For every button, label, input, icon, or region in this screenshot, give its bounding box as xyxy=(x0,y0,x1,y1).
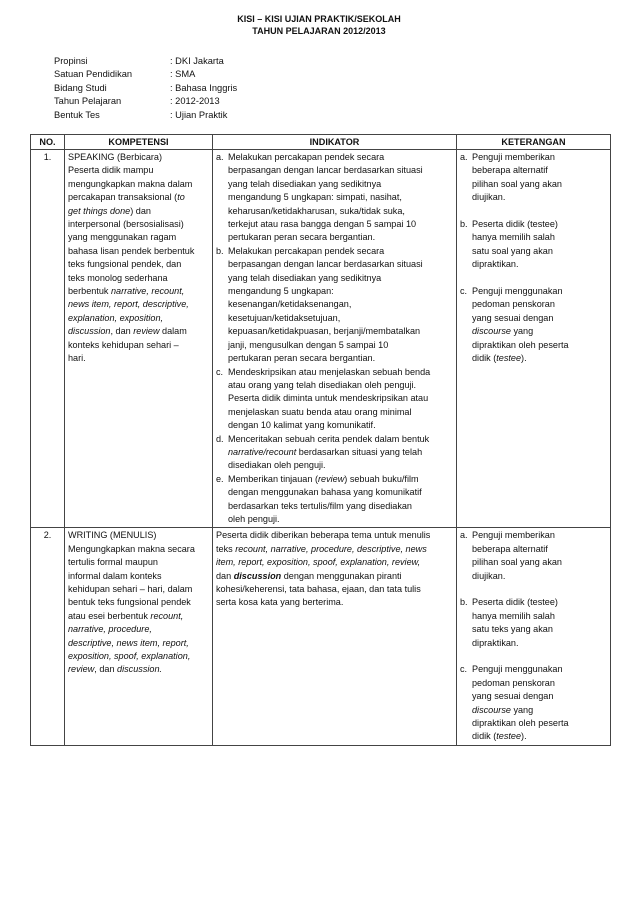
text-line: hari. xyxy=(68,353,86,364)
text-line: SPEAKING (Berbicara) xyxy=(68,152,162,162)
text-line: berbentuk narrative, recount, xyxy=(68,286,185,297)
indikator-cell xyxy=(213,528,457,745)
text-line: exposition, spoof, explanation, xyxy=(68,651,191,662)
text-line: kehidupan sehari – hari, dalam xyxy=(68,584,193,594)
text-line: narrative, procedure, xyxy=(68,624,152,635)
text-line: Peserta didik mampu xyxy=(68,165,154,176)
header-kompetensi: KOMPETENSI xyxy=(65,135,213,150)
list-item: d. Menceritakan sebuah cerita pendek dalam bentuk narrative/recount berdasarkan situasi yang telah disediakan oleh penguji. xyxy=(216,433,430,471)
list-item: a. Penguji memberikan beberapa alternatif pilihan soal yang akan diujikan. xyxy=(460,530,562,581)
info-label: Propinsi xyxy=(54,56,88,66)
text-line: news item, report, descriptive, xyxy=(68,299,189,310)
text-line: atau esei berbentuk recount, xyxy=(68,610,184,621)
indikator-list xyxy=(216,151,453,526)
info-row-tahun-pelajaran xyxy=(54,95,237,108)
info-label: Bentuk Tes xyxy=(54,109,100,120)
text-line: kohesi/keherensi, tata bahasa, ejaan, dan tata tulis xyxy=(216,584,421,594)
info-label: Bidang Studi xyxy=(54,82,107,93)
keterangan-cell xyxy=(457,150,611,528)
text-line: dan discussion dengan menggunakan piranti xyxy=(216,570,402,581)
text-line: teks monolog sederhana xyxy=(68,272,168,283)
list-item: b. Peserta didik (testee) hanya memilih salah satu soal yang akan dipraktikan. xyxy=(460,219,558,270)
list-item: c. Mendeskripsikan atau menjelaskan sebuah benda atau orang yang telah disediakan oleh penguji. Peserta didik diminta untuk mendeskripsikan atau menjelaskan suatu benda atau orang minimal dengan 10 kalimat yang komunikatif. xyxy=(216,366,431,431)
info-value: : DKI Jakarta xyxy=(170,56,224,66)
list-item: c. Penguji menggunakan pedoman penskoran yang sesuai dengan discourse yang dipraktikan oleh peserta didik (testee). xyxy=(460,664,569,742)
list-item: b. Peserta didik (testee) hanya memilih salah satu teks yang akan dipraktikan. xyxy=(460,597,558,648)
text-line: review, dan discussion. xyxy=(68,664,163,675)
kompetensi-cell xyxy=(65,528,213,745)
title-line-1: KISI – KISI UJIAN PRAKTIK/SEKOLAH xyxy=(237,14,401,24)
text-line: tertulis formal maupun xyxy=(68,557,158,568)
text-line: Mengungkapkan makna secara xyxy=(68,543,195,554)
header-indikator: INDIKATOR xyxy=(213,135,457,150)
row-number: 1. xyxy=(31,150,65,528)
text-line: teks fungsional pendek, dan xyxy=(68,259,182,270)
info-value: : 2012-2013 xyxy=(170,96,220,107)
text-line: bentuk teks fungsional pendek xyxy=(68,597,191,608)
kisi-table xyxy=(30,134,611,746)
table-row xyxy=(31,528,611,745)
text-line: percakapan transaksional (to xyxy=(68,192,185,203)
indikator-cell xyxy=(213,150,457,528)
header-no: NO. xyxy=(31,135,65,150)
info-row-bentuk-tes xyxy=(54,109,237,122)
table-row xyxy=(31,150,611,528)
text-line: konteks kehidupan sehari – xyxy=(68,339,179,350)
text-line: serta kosa kata yang berterima. xyxy=(216,597,344,608)
text-line: teks recount, narrative, procedure, descriptive, news xyxy=(216,543,427,554)
info-label: Satuan Pendidikan xyxy=(54,69,133,80)
header-keterangan: KETERANGAN xyxy=(457,135,611,150)
info-value: : Ujian Praktik xyxy=(170,109,228,120)
info-label: Tahun Pelajaran xyxy=(54,96,122,107)
info-value: : SMA xyxy=(170,69,196,80)
row-number: 2. xyxy=(31,528,65,745)
text-line: informal dalam konteks xyxy=(68,570,162,581)
title-line-2: TAHUN PELAJARAN 2012/2013 xyxy=(252,26,386,36)
text-line: bahasa lisan pendek berbentuk xyxy=(68,245,195,256)
list-item: b. Melakukan percakapan pendek secara berpasangan dengan lancar berdasarkan situasi yang telah disediakan yang sedikitnya mengandung 5 ungkapan: kesenangan/ketidaksenangan, kesetujuan/ketidaksetujuan, kepuasan/ketidakpuasan, berjanji/membatalkan janji, mengusulkan dengan 5 sampai 10 pertukaran peran secara bergantian. xyxy=(216,245,423,364)
text-line: discussion, dan review dalam xyxy=(68,326,187,337)
page-title xyxy=(0,13,638,37)
keterangan-cell xyxy=(457,528,611,745)
info-row-bidang-studi xyxy=(54,82,237,95)
info-value: : Bahasa Inggris xyxy=(170,82,238,93)
table-header-row xyxy=(31,135,611,150)
keterangan-list xyxy=(460,529,607,743)
list-item: c. Penguji menggunakan pedoman penskoran yang sesuai dengan discourse yang dipraktikan oleh peserta didik (testee). xyxy=(460,286,569,364)
text-line: descriptive, news item, report, xyxy=(68,637,189,648)
keterangan-list xyxy=(460,151,607,365)
kompetensi-cell xyxy=(65,150,213,528)
list-item: a. Penguji memberikan beberapa alternatif pilihan soal yang akan diujikan. xyxy=(460,152,562,203)
info-row-satuan-pendidikan xyxy=(54,68,237,81)
text-line: WRITING (MENULIS) xyxy=(68,530,157,541)
text-line: get things done) dan xyxy=(68,205,151,216)
text-line: interpersonal (bersosialisasi) xyxy=(68,219,184,230)
exam-info xyxy=(54,55,237,122)
text-line: explanation, exposition, xyxy=(68,312,164,323)
text-line: yang menggunakan ragam xyxy=(68,232,177,243)
info-row-propinsi xyxy=(54,55,237,68)
text-line: mengungkapkan makna dalam xyxy=(68,178,193,189)
list-item: e. Memberikan tinjauan (review) sebuah buku/film dengan menggunakan bahasa yang komunikatif berdasarkan teks tertulis/film yang disediakan oleh penguji. xyxy=(216,473,422,524)
text-line: Peserta didik diberikan beberapa tema untuk menulis xyxy=(216,530,431,541)
text-line: item, report, exposition, spoof, explanation, review, xyxy=(216,557,421,568)
list-item: a. Melakukan percakapan pendek secara berpasangan dengan lancar berdasarkan situasi yang telah disediakan yang sedikitnya mengandung 5 ungkapan: simpati, nasihat, keharusan/ketidakharusan, suka/tidak suka, terkejut atau rasa bangga dengan 5 sampai 10 pertukaran peran secara bergantian. xyxy=(216,152,423,243)
